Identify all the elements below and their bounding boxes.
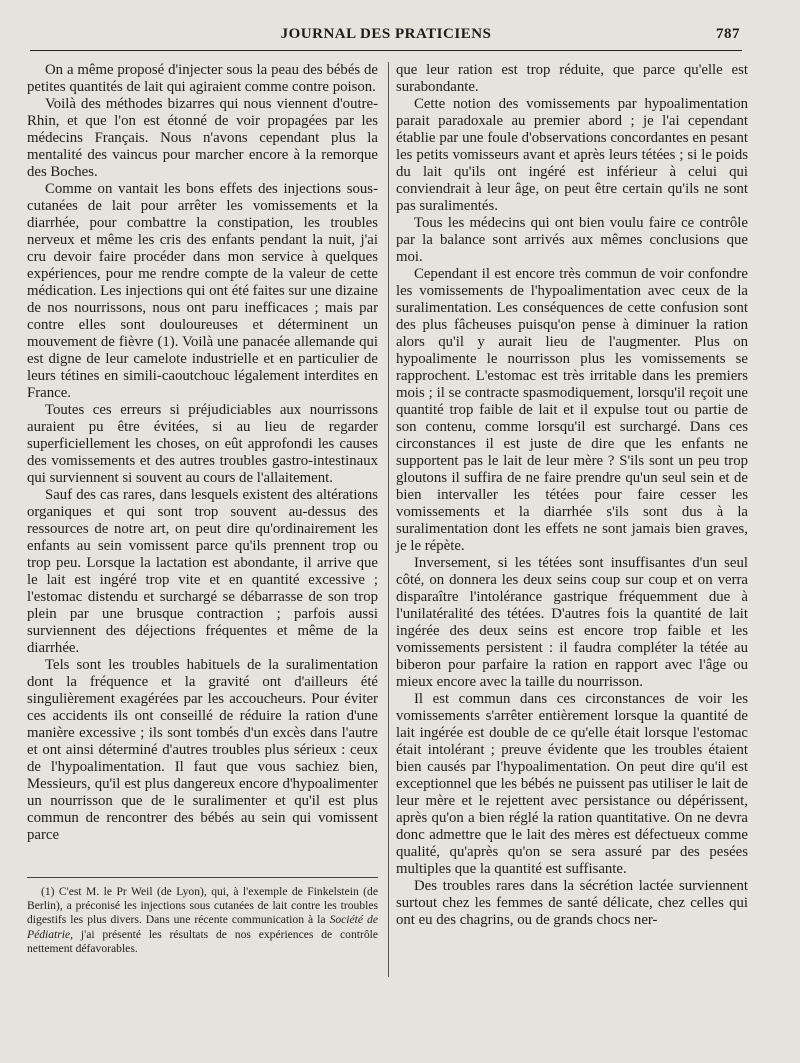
paragraph: Cette notion des vomissements par hypoalimentation parait paradoxale au premier abord ; je l'ai cependant établie par une foule d'observations concordantes en pesant les petits vomisseurs avant et après leurs tétées ; si le poids du lait qu'ils ont ingéré est inférieur à celui qui conviendrait à leur âge, on peut être certain qu'ils ne sont pas suralimentés.	[396, 96, 748, 214]
paragraph: Inversement, si les tétées sont insuffisantes d'un seul côté, on donnera les deux seins coup sur coup et on verra disparaître l'intolérance gastrique fréquemment due à l'unilatéralité des tétées. D'autres fois la quantité de lait ingérée des deux seins est encore trop faible et les vomissements persistent : il faudra compléter la tétée au biberon pour parfaire la ration en rapport avec l'âge ou mieux encore avec la taille du nourrisson.	[396, 555, 748, 690]
journal-title: JOURNAL DES PRATICIENS	[280, 26, 492, 42]
right-column	[396, 62, 748, 929]
paragraph: Des troubles rares dans la sécrétion lactée surviennent surtout chez les femmes de santé délicate, chez celles qui ont eu des chagrins, ou de grands chocs ner-	[396, 878, 748, 928]
footnote-separator	[27, 877, 378, 878]
paragraph: Comme on vantait les bons effets des injections sous-cutanées de lait pour arrêter les vomissements et la diarrhée, pour combattre la constipation, les troubles nerveux et même les cris des enfants pendant la nuit, j'ai cru devoir faire procéder dans mon service à quelques expériences, pour me rendre compte de la valeur de cette médication. Les injections qui ont été faites sur une dizaine de nos nourrissons, nous ont paru inefficaces ; mais par contre elles sont douloureuses et déterminent un mouvement de fièvre (1). Voilà une panacée allemande qui est digne de leur camelote industrielle et en particulier de leurs tétines en simili-caoutchouc légalement interdites en France.	[27, 181, 378, 401]
footnote	[27, 885, 378, 956]
paragraph: Cependant il est encore très commun de voir confondre les vomissements de l'hypoalimentation avec ceux de la suralimentation. Les conséquences de cette confusion sont des plus fâcheuses puisqu'on pense à diminuer la ration alors qu'il y aurait lieu de l'augmenter. Plus on hypoalimente le nourrisson plus les vomissements se rapprochent. L'estomac est très irritable dans les premiers mois ; il se contracte spasmodiquement, lorsqu'il reçoit une quantité trop faible de lait et il expulse tout ou partie de son contenu, comme lorsqu'il est surchargé. Dans ces circonstances il est juste de dire que les enfants ne supportent pas le lait de leur mère ? S'ils sont un peu trop gloutons il suffira de ne faire prendre qu'un seul sein et de bien intervaller les tétées pour faire cesser les vomissements et la diarrhée s'ils sont dus à la suralimentation dont les effets ne sont jamais bien graves, je le répète.	[396, 266, 748, 554]
paragraph: Tous les médecins qui ont bien voulu faire ce contrôle par la balance sont arrivés aux mêmes conclusions que moi.	[396, 215, 748, 265]
paragraph-continuation: que leur ration est trop réduite, que parce qu'elle est surabondante.	[396, 62, 748, 95]
page-number: 787	[716, 26, 740, 42]
paragraph: Tels sont les troubles habituels de la suralimentation dont la fréquence et la gravité ont d'ailleurs été singulièrement exagérées par les accoucheurs. Pour éviter ces accidents ils ont conseillé de réduire la ration d'une manière excessive ; ils sont tombés d'un excès dans l'autre et ont ainsi déterminé d'autres troubles plus sérieux : ceux de l'hypoalimentation. Il faut que vous sachiez bien, Messieurs, qu'il est plus dangereux encore d'hypoalimenter un nourrisson que de le suralimenter et qu'il est plus commun de rencontrer des bébés au sein qui vomissent parce	[27, 657, 378, 843]
paragraph: On a même proposé d'injecter sous la peau des bébés de petites quantités de lait qui agiraient comme contre poison.	[27, 62, 378, 95]
paragraph: Voilà des méthodes bizarres qui nous viennent d'outre-Rhin, et que l'on est étonné de voir propagées par les médecins Français. Nous n'avons cependant plus la mentalité des vaincus pour marcher encore à la remorque des Boches.	[27, 96, 378, 180]
left-column	[27, 62, 378, 844]
footnote-text-start: (1) C'est M. le Pr Weil (de Lyon), qui, à l'exemple de Finkelstein (de Berlin), a préconisé les injections sous cutanées de lait contre les troubles digestifs les plus divers. Dans une récente communication à la	[27, 885, 378, 927]
page-header	[30, 22, 742, 51]
paragraph: Sauf des cas rares, dans lesquels existent des altérations organiques et qui sont trop souvent au-dessus des ressources de notre art, on peut dire qu'ordinairement les enfants au sein vomissent parce qu'ils prennent trop ou trop peu. Lorsque la lactation est abondante, il arrive que le lait est ingéré trop vite et en quantité excessive ; l'estomac distendu et surchargé se débarrasse de son trop plein par une brusque contraction ; parfois aussi surviennent des déjections fréquentes et même de la diarrhée.	[27, 487, 378, 656]
paragraph: Il est commun dans ces circonstances de voir les vomissements s'arrêter entièrement lorsque la quantité de lait ingérée est double de ce qu'elle était lorsque l'estomac était intolérant ; preuve évidente que les troubles étaient bien causés par l'hypoalimentation. On peut dire qu'il est exceptionnel que les bébés ne puissent pas utiliser le lait de leur mère et le rejettent avec persistance ou dépérissent, après qu'on a bien réglé la ration quantitative. On ne devra donc admettre que le lait des mères est défectueux comme qualité, qu'après qu'on se sera assuré par des pesées multiples que la quantité est suffisante.	[396, 691, 748, 877]
column-divider	[388, 62, 389, 977]
footnote-text	[27, 885, 378, 956]
footnote-text-end: , j'ai présenté les résultats de nos expériences de contrôle nettement défavorables.	[27, 927, 378, 955]
footnote-journal-name: Société de Pédiatrie	[27, 913, 378, 941]
paragraph: Toutes ces erreurs si préjudiciables aux nourrissons auraient pu être évitées, si au lieu de regarder superficiellement les choses, on eût approfondi les causes des vomissements et des autres troubles gastro-intestinaux qui surviennent si souvent au cours de l'allaitement.	[27, 402, 378, 486]
